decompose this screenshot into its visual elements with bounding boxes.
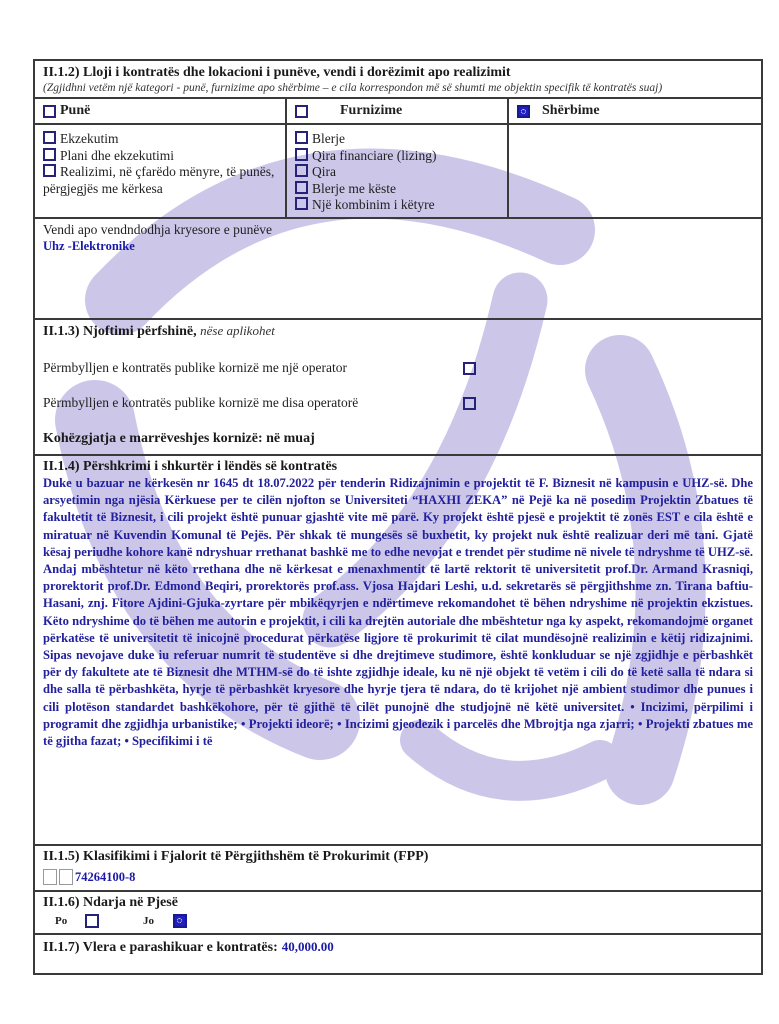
checkbox-icon[interactable] xyxy=(463,362,476,375)
category-supplies-label: Furnizime xyxy=(340,103,403,118)
works-option[interactable]: Realizimi, në çfarëdo mënyre, të punës, përgjegjës me kërkesa xyxy=(43,164,275,196)
checkbox-icon[interactable] xyxy=(43,164,56,177)
section-hint: nëse aplikohet xyxy=(200,323,275,338)
framework-single-operator[interactable] xyxy=(43,360,753,376)
category-services[interactable] xyxy=(509,97,761,123)
framework-duration-label: Kohëzgjatja e marrëveshjes kornizë: në muaj xyxy=(43,431,315,446)
category-supplies[interactable] xyxy=(287,97,507,123)
section-ii-1-2 xyxy=(35,61,761,318)
section-title: II.1.2) Lloji i kontratës dhe lokacioni i punëve, vendi i dorëzimit apo realizimit xyxy=(43,65,511,80)
checkbox-works[interactable] xyxy=(43,105,56,118)
checkbox-yes[interactable] xyxy=(85,914,99,928)
checkbox-icon[interactable] xyxy=(295,148,308,161)
supplies-options xyxy=(287,123,507,217)
section-ii-1-5 xyxy=(35,846,761,892)
checkbox-icon[interactable] xyxy=(43,148,56,161)
category-works[interactable] xyxy=(35,97,285,123)
section-ii-1-7 xyxy=(35,935,761,975)
checkbox-services-checked[interactable] xyxy=(517,105,530,118)
works-option[interactable]: Ekzekutim xyxy=(43,131,279,148)
section-title: II.1.5) Klasifikimi i Fjalorit të Përgjithshëm të Prokurimit (FPP) xyxy=(43,849,429,864)
procurement-form xyxy=(33,59,763,975)
framework-multiple-operators[interactable] xyxy=(43,395,753,411)
section-title: II.1.3) Njoftimi përfshinë, xyxy=(43,324,197,339)
checkbox-icon[interactable] xyxy=(295,181,308,194)
works-options xyxy=(35,123,285,217)
section-title: II.1.7) Vlera e parashikuar e kontratës: xyxy=(43,940,278,955)
supplies-option[interactable]: Blerje me këste xyxy=(295,181,501,198)
checkbox-icon[interactable] xyxy=(43,131,56,144)
option-label: Përmbylljen e kontratës publike kornizë me disa operatorë xyxy=(43,395,359,410)
option-no-label: Jo xyxy=(143,915,154,927)
checkbox-supplies[interactable] xyxy=(295,105,308,118)
supplies-option[interactable]: Qira xyxy=(295,164,501,181)
section-ii-1-3 xyxy=(35,318,761,456)
checkbox-icon[interactable] xyxy=(295,131,308,144)
checkbox-icon[interactable] xyxy=(295,164,308,177)
checkbox-icon[interactable] xyxy=(463,397,476,410)
contract-category-grid xyxy=(35,97,761,217)
estimated-value[interactable]: 40,000.00 xyxy=(281,939,334,954)
section-ii-1-6 xyxy=(35,892,761,935)
section-title: II.1.4) Përshkrimi i shkurtër i lëndës së kontratës xyxy=(43,459,338,474)
section-ii-1-4 xyxy=(35,456,761,846)
works-option[interactable]: Plani dhe ekzekutimi xyxy=(43,148,279,165)
location-value[interactable]: Uhz -Elektronike xyxy=(43,239,135,253)
supplies-option[interactable]: Një kombinim i këtyre xyxy=(295,197,501,214)
category-services-label: Shërbime xyxy=(542,103,600,118)
cpv-box[interactable] xyxy=(43,869,57,885)
supplies-option[interactable]: Blerje xyxy=(295,131,501,148)
contract-description-text[interactable]: Duke u bazuar ne kërkesën nr 1645 dt 18.07.2022 për tenderin Ridizajnimin e projektit të F. Biznesit në kampusin e UHZ-së. Dhe arsyetimin nga njësia Kërkuese per te cilën njofton se Universiteti “HAXHI ZEKA” në Pejë ka në posedim Projektin Zbatues të fakultetit të Biznesit, i cili projekt është punuar gjashtë vite më parë. Ky projekt është pjesë e projektit të zonës EST e cila është e miratuar në Kuvendin Komunal të Pejës. Për shkak të mungesës së buxhetit, ky projekt nuk është realizuar deri më tani. Gjatë kësaj periudhe kohore kanë ndryshuar rrethanat bashkë me to edhe nevojat e trendet për studime në nivele të ndryshme të UHZ-së. Andaj mbështetur në këto rrethana dhe në kërkesat e menaxhmentit të lartë rektorit të universitetit prof.Dr. Armand Krasniqi, prorektorit prof.Dr. Edmond Beqiri, prorektorës prof.ass. Vjosa Hajdari Leshi, u.d. sekretarës së përgjithshme zn. Tirana baftiu-Hasani, znj. Fitore Ajdini-Gjuka-zyrtare për mbikëqyrjen e ndërtimeve rekomandohet të bëhen ndryshime në projektin ekzistues. Këto ndryshime do të bëhen me autorin e projektit, i cili ka drejtën autoriale dhe mbështetur nga ky aspekt, rekomandojmë organet përkatëse të universitetit të inicojnë procedurat përkatëse ligjore të prokurimit të cilat mundësojnë realizimin e këtij ridizajnimi. Sipas nevojave duke iu referuar numrit të studentëve si dhe drejtimeve studimore, është konkluduar se një zgjidhje e përbashkët për dy fakultete ate të Biznesit dhe MTHM-së do të ishte zgjidhje ideale, ku në një objekt të vetëm i cili do të ketë salla të ndara si dhe salla të përbashkëta, hyrje të përbashkët kryesore dhe hyrje tjera të ndara, do të krijohet një ambient studimor dhe punues i cili plotëson standardet bashkëkohore, për të gjithë të cilët punojnë dhe studjojnë në këtë universitet. • Incizimi, përpilimi i programit dhe zgjidhja urbanistike; • Projekti ideorë; • Incizimi gjeodezik i parcelës dhe Mbrojtja nga zjarri; • Projekti zbatues me të gjitha fazat; • Specifikimi i të xyxy=(43,476,753,749)
cpv-box[interactable] xyxy=(59,869,73,885)
services-options xyxy=(509,123,761,217)
option-label: Përmbylljen e kontratës publike kornizë me një operator xyxy=(43,360,348,375)
cpv-code[interactable]: 74264100-8 xyxy=(75,869,136,884)
main-location-field xyxy=(35,217,761,318)
location-label: Vendi apo vendndodhja kryesore e punëve xyxy=(43,222,273,237)
checkbox-icon[interactable] xyxy=(295,197,308,210)
category-works-label: Punë xyxy=(60,103,91,118)
section-title: II.1.6) Ndarja në Pjesë xyxy=(43,895,178,910)
option-yes-label: Po xyxy=(55,915,68,927)
section-hint: (Zgjidhni vetëm një kategori - punë, furnizime apo shërbime – e cila korrespondon më së shumti me objektin specifik të kontratës suaj) xyxy=(43,82,663,94)
supplies-option[interactable]: Qira financiare (lizing) xyxy=(295,148,501,165)
checkbox-no-checked[interactable] xyxy=(173,914,187,928)
